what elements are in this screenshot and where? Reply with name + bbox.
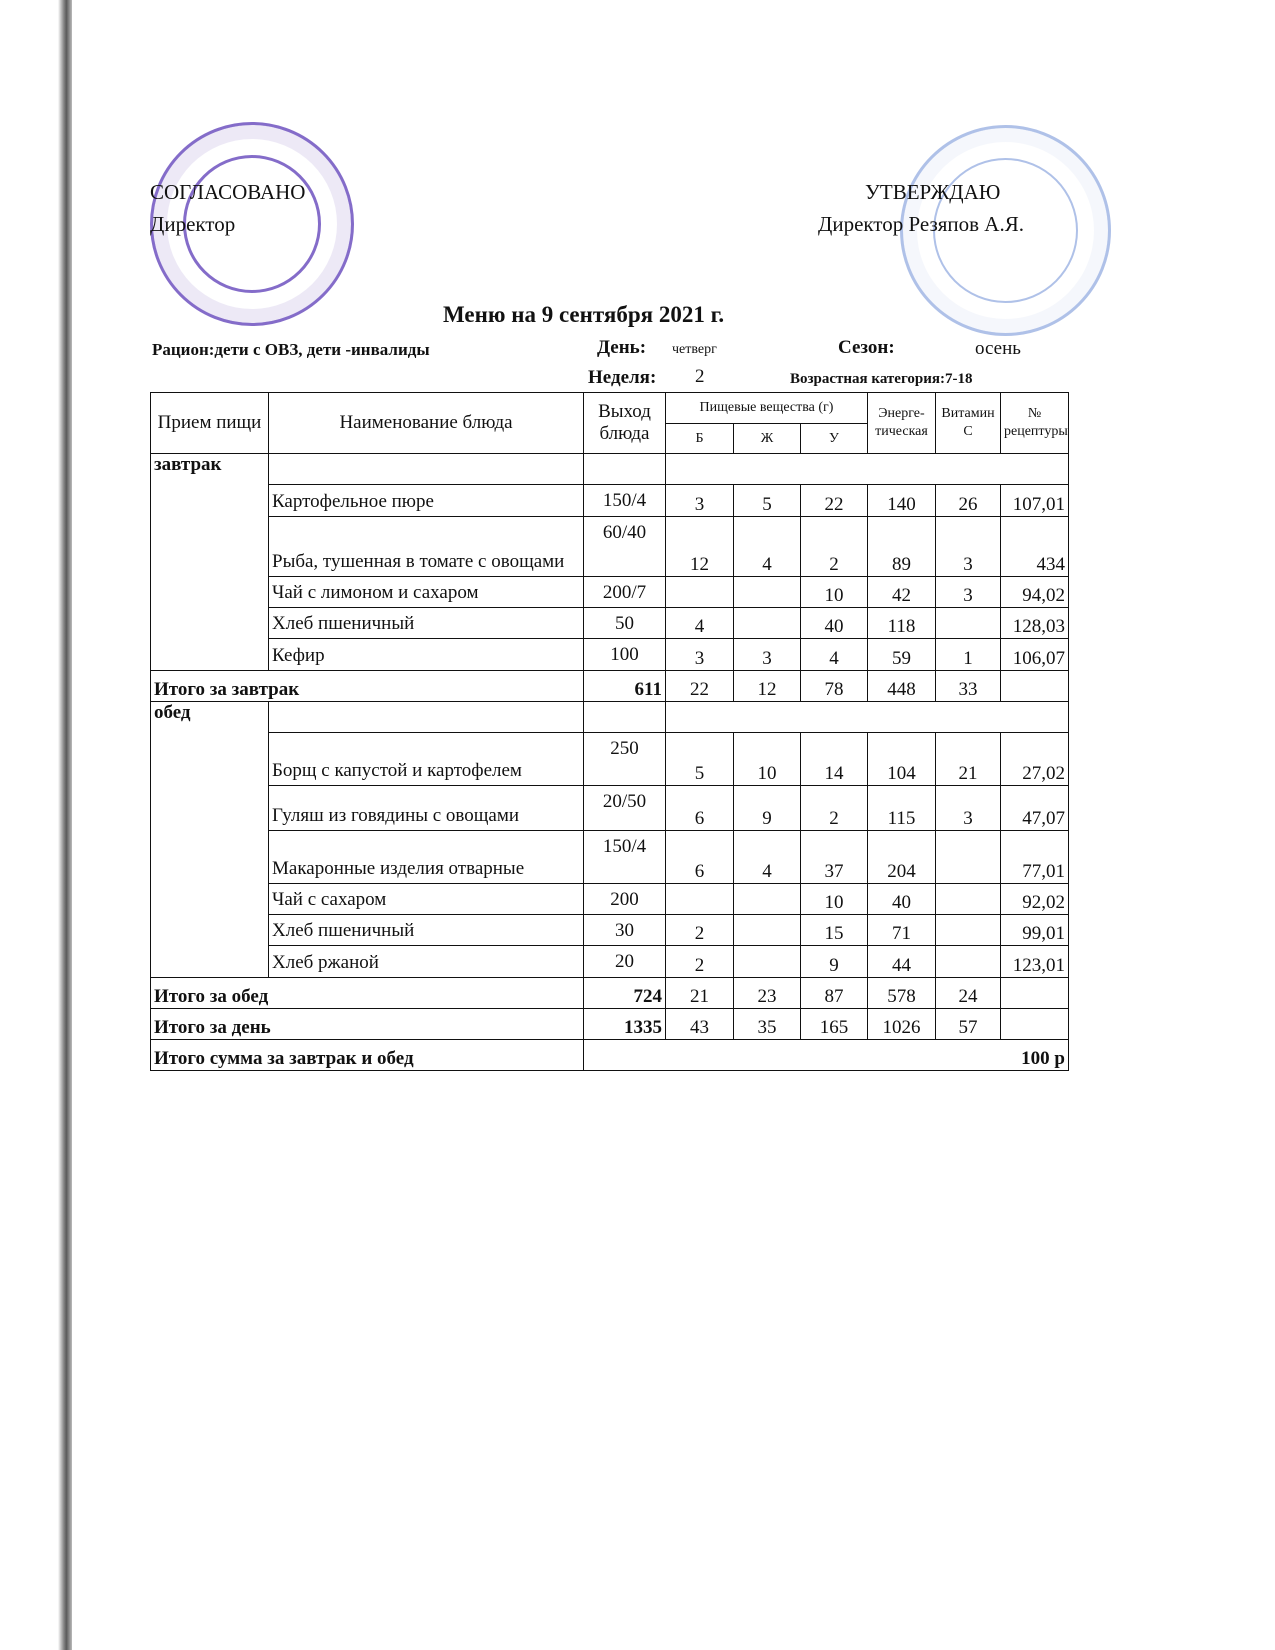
cell-b: 2 — [666, 946, 734, 978]
empty-cell — [1001, 1009, 1069, 1040]
cell-u: 14 — [801, 733, 868, 786]
cell-vitc — [936, 915, 1001, 946]
empty-cell — [666, 702, 1069, 733]
season-label: Сезон: — [838, 337, 895, 358]
approval-left-label: СОГЛАСОВАНО — [150, 180, 306, 204]
cell-vitc: 21 — [936, 733, 1001, 786]
header-yield: Выход блюда — [584, 393, 666, 454]
empty-cell — [1001, 978, 1069, 1009]
cell-vitc: 3 — [936, 517, 1001, 577]
menu-table — [150, 392, 1069, 1071]
meal-name: завтрак — [151, 454, 269, 671]
cell-recipe: 123,01 — [1001, 946, 1069, 978]
subtotal-yield: 611 — [584, 671, 666, 702]
cell-u: 2 — [801, 786, 868, 831]
dish-name: Картофельное пюре — [269, 485, 584, 517]
dish-name: Хлеб пшеничный — [269, 608, 584, 639]
approval-left-role: Директор — [150, 212, 236, 236]
cell-u: 9 — [801, 946, 868, 978]
cell-b — [666, 577, 734, 608]
cell-recipe: 92,02 — [1001, 884, 1069, 915]
day-total-zh: 35 — [734, 1009, 801, 1040]
dish-name: Чай с сахаром — [269, 884, 584, 915]
table-row — [151, 517, 1069, 577]
cell-u: 2 — [801, 517, 868, 577]
cell-b: 5 — [666, 733, 734, 786]
cell-recipe: 47,07 — [1001, 786, 1069, 831]
cell-energy: 44 — [868, 946, 936, 978]
subtotal-b: 21 — [666, 978, 734, 1009]
cell-recipe: 434 — [1001, 517, 1069, 577]
dish-yield: 60/40 — [584, 517, 666, 577]
dish-yield: 20 — [584, 946, 666, 978]
table-row — [151, 639, 1069, 671]
cell-zh: 4 — [734, 831, 801, 884]
table-row — [151, 733, 1069, 786]
header-b: Б — [666, 424, 734, 454]
approval-right-role: Директор Резяпов А.Я. — [818, 212, 1024, 236]
dish-yield: 200 — [584, 884, 666, 915]
dish-name: Рыба, тушенная в томате с овощами — [269, 517, 584, 577]
cell-energy: 71 — [868, 915, 936, 946]
subtotal-energy: 578 — [868, 978, 936, 1009]
cell-vitc: 3 — [936, 786, 1001, 831]
table-row — [151, 577, 1069, 608]
week-label: Неделя: — [588, 367, 657, 388]
day-total-row — [151, 1009, 1069, 1040]
cell-b: 2 — [666, 915, 734, 946]
cell-u: 10 — [801, 884, 868, 915]
season-value: осень — [975, 338, 1021, 359]
empty-cell — [1001, 671, 1069, 702]
cell-zh — [734, 577, 801, 608]
dish-yield: 30 — [584, 915, 666, 946]
header-zh: Ж — [734, 424, 801, 454]
cell-energy: 140 — [868, 485, 936, 517]
header-nutrients: Пищевые вещества (г) — [666, 393, 868, 424]
cell-u: 22 — [801, 485, 868, 517]
header-meal: Прием пищи — [151, 393, 269, 454]
empty-cell — [584, 454, 666, 485]
cell-u: 4 — [801, 639, 868, 671]
week-value: 2 — [695, 366, 705, 387]
table-row — [151, 915, 1069, 946]
dish-yield: 100 — [584, 639, 666, 671]
subtotal-vitc: 24 — [936, 978, 1001, 1009]
cell-vitc — [936, 831, 1001, 884]
day-total-energy: 1026 — [868, 1009, 936, 1040]
day-total-u: 165 — [801, 1009, 868, 1040]
cell-energy: 115 — [868, 786, 936, 831]
cell-b: 3 — [666, 485, 734, 517]
dish-yield: 200/7 — [584, 577, 666, 608]
subtotal-zh: 23 — [734, 978, 801, 1009]
cell-recipe: 107,01 — [1001, 485, 1069, 517]
cell-energy: 118 — [868, 608, 936, 639]
cell-zh — [734, 915, 801, 946]
cell-b: 6 — [666, 831, 734, 884]
cell-u: 10 — [801, 577, 868, 608]
dish-name: Чай с лимоном и сахаром — [269, 577, 584, 608]
dish-yield: 150/4 — [584, 485, 666, 517]
cell-energy: 89 — [868, 517, 936, 577]
cell-vitc — [936, 946, 1001, 978]
subtotal-vitc: 33 — [936, 671, 1001, 702]
approval-right-label: УТВЕРЖДАЮ — [865, 180, 1001, 204]
dish-name: Макаронные изделия отварные — [269, 831, 584, 884]
cell-vitc — [936, 884, 1001, 915]
day-label: День: — [597, 337, 647, 358]
cell-recipe: 27,02 — [1001, 733, 1069, 786]
sum-label: Итого сумма за завтрак и обед — [151, 1040, 584, 1071]
age-category: Возрастная категория:7-18 — [790, 371, 973, 387]
cell-zh: 10 — [734, 733, 801, 786]
cell-recipe: 106,07 — [1001, 639, 1069, 671]
cell-energy: 59 — [868, 639, 936, 671]
cell-zh: 3 — [734, 639, 801, 671]
cell-vitc — [936, 608, 1001, 639]
page-title: Меню на 9 сентября 2021 г. — [443, 302, 725, 327]
cell-zh: 5 — [734, 485, 801, 517]
cell-zh — [734, 608, 801, 639]
cell-b: 6 — [666, 786, 734, 831]
header-dish: Наименование блюда — [269, 393, 584, 454]
table-row — [151, 946, 1069, 978]
table-row — [151, 884, 1069, 915]
table-row — [151, 608, 1069, 639]
meal-name: обед — [151, 702, 269, 978]
subtotal-label: Итого за обед — [151, 978, 584, 1009]
cell-b — [666, 884, 734, 915]
scan-edge — [58, 0, 72, 1650]
cell-energy: 42 — [868, 577, 936, 608]
subtotal-row — [151, 671, 1069, 702]
cell-recipe: 77,01 — [1001, 831, 1069, 884]
subtotal-row — [151, 978, 1069, 1009]
dish-name: Хлеб пшеничный — [269, 915, 584, 946]
cell-b: 12 — [666, 517, 734, 577]
cell-energy: 104 — [868, 733, 936, 786]
dish-name: Борщ с капустой и картофелем — [269, 733, 584, 786]
dish-name: Гуляш из говядины с овощами — [269, 786, 584, 831]
ration-label: Рацион:дети с ОВЗ, дети -инвалиды — [152, 340, 430, 359]
dish-name: Хлеб ржаной — [269, 946, 584, 978]
cell-zh — [734, 946, 801, 978]
header-recipe: № рецептуры — [1001, 393, 1069, 454]
subtotal-u: 87 — [801, 978, 868, 1009]
cell-u: 15 — [801, 915, 868, 946]
day-total-label: Итого за день — [151, 1009, 584, 1040]
meal-header-row — [151, 454, 1069, 485]
day-total-vitc: 57 — [936, 1009, 1001, 1040]
dish-name: Кефир — [269, 639, 584, 671]
cell-vitc: 3 — [936, 577, 1001, 608]
header-u: У — [801, 424, 868, 454]
header-vitc: Витамин С — [936, 393, 1001, 454]
subtotal-energy: 448 — [868, 671, 936, 702]
cell-energy: 40 — [868, 884, 936, 915]
cell-energy: 204 — [868, 831, 936, 884]
subtotal-u: 78 — [801, 671, 868, 702]
cell-zh — [734, 884, 801, 915]
sum-row — [151, 1040, 1069, 1071]
dish-yield: 250 — [584, 733, 666, 786]
dish-yield: 20/50 — [584, 786, 666, 831]
cell-b: 3 — [666, 639, 734, 671]
cell-b: 4 — [666, 608, 734, 639]
subtotal-b: 22 — [666, 671, 734, 702]
cell-vitc: 1 — [936, 639, 1001, 671]
cell-recipe: 99,01 — [1001, 915, 1069, 946]
empty-cell — [666, 454, 1069, 485]
cell-zh: 9 — [734, 786, 801, 831]
sum-value: 100 р — [584, 1040, 1069, 1071]
cell-u: 40 — [801, 608, 868, 639]
cell-u: 37 — [801, 831, 868, 884]
table-row — [151, 485, 1069, 517]
subtotal-label: Итого за завтрак — [151, 671, 584, 702]
table-row — [151, 831, 1069, 884]
empty-cell — [269, 454, 584, 485]
empty-cell — [269, 702, 584, 733]
cell-zh: 4 — [734, 517, 801, 577]
subtotal-zh: 12 — [734, 671, 801, 702]
day-total-b: 43 — [666, 1009, 734, 1040]
empty-cell — [584, 702, 666, 733]
dish-yield: 150/4 — [584, 831, 666, 884]
cell-recipe: 128,03 — [1001, 608, 1069, 639]
subtotal-yield: 724 — [584, 978, 666, 1009]
cell-vitc: 26 — [936, 485, 1001, 517]
header-energy: Энерге-тическая — [868, 393, 936, 454]
table-row — [151, 786, 1069, 831]
meal-header-row — [151, 702, 1069, 733]
day-value: четверг — [672, 342, 717, 357]
day-total-yield: 1335 — [584, 1009, 666, 1040]
cell-recipe: 94,02 — [1001, 577, 1069, 608]
dish-yield: 50 — [584, 608, 666, 639]
